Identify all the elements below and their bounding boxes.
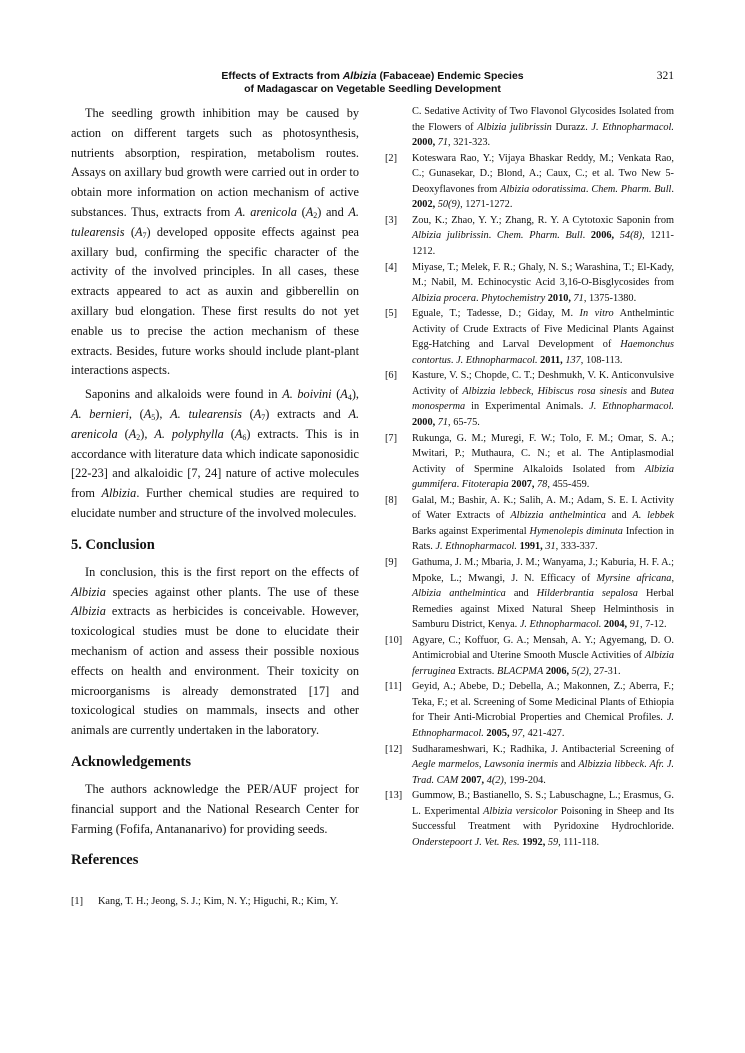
reference-item (385, 260, 674, 307)
reference-number: [1] (71, 896, 84, 907)
reference-text: Zou, K.; Zhao, Y. Y.; Zhang, R. Y. A Cytotoxic Saponin from Albizia julibrissin. Chem. Pharm. Bull. 2006, 54(8), 1211-1212. (412, 214, 674, 257)
reference-item (385, 555, 674, 633)
reference-text: Kang, T. H.; Jeong, S. J.; Kim, N. Y.; Higuchi, R.; Kim, Y. (98, 896, 339, 907)
reference-item (385, 679, 674, 741)
reference-number: [12] (385, 743, 403, 755)
reference-text: Miyase, T.; Melek, F. R.; Ghaly, N. S.; Warashina, T.; El-Kady, M.; Nabil, M. Echinocystic Acid 3,16-O-Bisglycosides from Albizia procera. Phytochemistry 2010, 71, 1375-1380. (412, 261, 674, 304)
running-title-line-1 (150, 70, 595, 83)
reference-number: [13] (385, 790, 403, 802)
reference-item (385, 742, 674, 789)
title-text: Effects of Extracts from (221, 70, 343, 82)
left-column (71, 104, 359, 878)
reference-item (385, 368, 674, 430)
reference-number: [10] (385, 634, 403, 646)
section-heading-references: References (71, 852, 139, 869)
reference-item (385, 788, 674, 850)
reference-text: Rukunga, G. M.; Muregi, F. W.; Tolo, F. M.; Omar, S. A.; Mwitari, P.; Muthaura, C. N.; et al. The Antiplasmodial Activity of Spermine Alkaloids Isolated from Albizia gummifera. Fitoterapia 2007, 78, 455-459. (412, 432, 674, 491)
reference-number: [11] (385, 681, 402, 693)
running-header (150, 70, 595, 96)
reference-number: [5] (385, 308, 398, 320)
reference-number: [9] (385, 557, 398, 568)
reference-text: Geyid, A.; Abebe, D.; Debella, A.; Makonnen, Z.; Aberra, F.; Teka, F.; et al. Screening of Some Medicinal Plants of Ethiopia for Their Anti-Microbial Properties and Chemical Profiles. J. Ethnopharmacol. 2005, 97, 421-427. (412, 681, 674, 739)
reference-item (385, 493, 674, 555)
section-heading-conclusion: 5. Conclusion (71, 536, 155, 553)
reference-number: [6] (385, 370, 398, 382)
reference-text: Agyare, C.; Koffuor, G. A.; Mensah, A. Y.; Agyemang, D. O. Antimicrobial and Uterine Smooth Muscle Activities of Albizia ferruginea Extracts. BLACPMA 2006, 5(2), 27-31. (412, 634, 674, 677)
running-title-line-2: of Madagascar on Vegetable Seedling Development (244, 83, 501, 95)
reference-item (385, 633, 674, 680)
reference-item (385, 306, 674, 368)
reference-number: [4] (385, 261, 398, 273)
reference-item (385, 151, 674, 213)
reference-number: [2] (385, 152, 398, 164)
reference-item (385, 213, 674, 260)
reference-number: [7] (385, 432, 398, 444)
page-number: 321 (656, 70, 674, 82)
reference-text: C. Sedative Activity of Two Flavonol Glycosides Isolated from the Flowers of Albizia julibrissin Durazz. J. Ethnopharmacol. 2000, 71, 321-323. (412, 106, 674, 148)
paragraph-conclusion: In conclusion, this is the first report on the effects of Albizia species against other plants. The use of these Albizia extracts as herbicides is conceivable. However, toxicological studies must be done to elucidate their mechanism of action and assess their possible noxious effects on health and environment. Their toxicity on microorganisms is already demonstrated [17] and toxicological studies on mammals, insects and other animals are currently undertaken in the laboratory. (71, 564, 359, 738)
reference-number: [3] (385, 214, 398, 226)
reference-text: Gathuma, J. M.; Mbaria, J. M.; Wanyama, J.; Kaburia, H. F. A.; Mpoke, L.; Mwangi, J. N. Efficacy of Myrsine africana, Albizia anthelmintica and Hilderbrantia sepalosa Herbal Remedies against Mixed Natural Sheep Helminthosis in Samburu District, Kenya. J. Ethnopharmacol. 2004, 91, 7-12. (412, 557, 675, 630)
section-heading-acknowledgements: Acknowledgements (71, 753, 192, 770)
title-text: (Fabaceae) Endemic Species (376, 70, 524, 82)
reference-text: Koteswara Rao, Y.; Vijaya Bhaskar Reddy, M.; Venkata Rao, C.; Gunasekar, D.; Blond, A.; Caux, C.; et al. Two New 5-Deoxyflavones from Albizia odoratissima. Chem. Pharm. Bull. 2002, 50(9), 1271-1272. (412, 152, 674, 211)
right-column-references (385, 104, 674, 850)
reference-text: Kasture, V. S.; Chopde, C. T.; Deshmukh, V. K. Anticonvulsive Activity of Albizzia lebbeck, Hibiscus rosa sinesis and Butea monosperma in Experimental Animals. J. Ethnopharmacol. 2000, 71, 65-75. (412, 370, 674, 428)
title-genus: Albizia (342, 70, 377, 82)
paragraph-acknowledgements: The authors acknowledge the PER/AUF project for financial support and the National Research Center for Farming (Fofifa, Antananarivo) for providing seeds. (71, 781, 359, 836)
reference-text: Sudharameshwari, K.; Radhika, J. Antibacterial Screening of Aegle marmelos, Lawsonia inermis and Albizzia libbeck. Afr. J. Trad. CAM 2007, 4(2), 199-204. (412, 743, 674, 786)
reference-number: [8] (385, 494, 398, 506)
reference-text: Gummow, B.; Bastianello, S. S.; Labuschagne, L.; Erasmus, G. L. Experimental Albizia versicolor Poisoning in Sheep and Its Successful Treatment with Pyridoxine Hydrochloride. Onderstepoort J. Vet. Res. 1992, 59, 111-118. (412, 790, 674, 848)
reference-1-start (71, 894, 359, 909)
paragraph-saponins: Saponins and alkaloids were found in A. boivini $(A_4)$, A. bernieri, $(A_5)$, A. tulearensis $(A_7)$ extracts and A. arenicola $(A_2)$, A. polyphylla $(A_6)$ extracts. This is in accordance with literature data which indicate saponosidic [22-23] and alkaloidic [7, 24] nature of active molecules from Albizia. Further chemical studies are required to elucidate number and structure of the involved molecules. (71, 387, 360, 520)
reference-item (385, 431, 674, 493)
paragraph-inhibition: The seedling growth inhibition may be caused by action on different targets such as photosynthesis, nutrients absorption, respiration, metabolism routes. Assays on axillary bud growth were carried out in order to obtain more information on action mechanism of active substances. Thus, extracts from A. arenicola $(A_2)$ and A. tulearensis $(A_7)$ developed opposite effects against pea axillary bud, confirming the specific character of the activity of the involved principles. In all cases, these extracts appeared to act as auxin and gibberellin on axillary bud elongation. These first results do not yet enable us to precise the action mechanism of these extracts. Besides, future works should include plant-plant interactions aspects. (71, 106, 359, 378)
reference-1-continued (385, 104, 674, 151)
reference-text: Galal, M.; Bashir, A. K.; Salih, A. M.; Adam, S. E. I. Activity of Water Extracts of Albizzia anthelmintica and A. lebbek Barks against Experimental Hymenolepis diminuta Infection in Rats. J. Ethnopharmacol. 1991, 31, 333-337. (412, 494, 675, 553)
reference-text: Eguale, T.; Tadesse, D.; Giday, M. In vitro Anthelmintic Activity of Crude Extracts of Five Medicinal Plants Against Egg-Hatching and Larval Development of Haemonchus contortus. J. Ethnopharmacol. 2011, 137, 108-113. (412, 308, 675, 366)
